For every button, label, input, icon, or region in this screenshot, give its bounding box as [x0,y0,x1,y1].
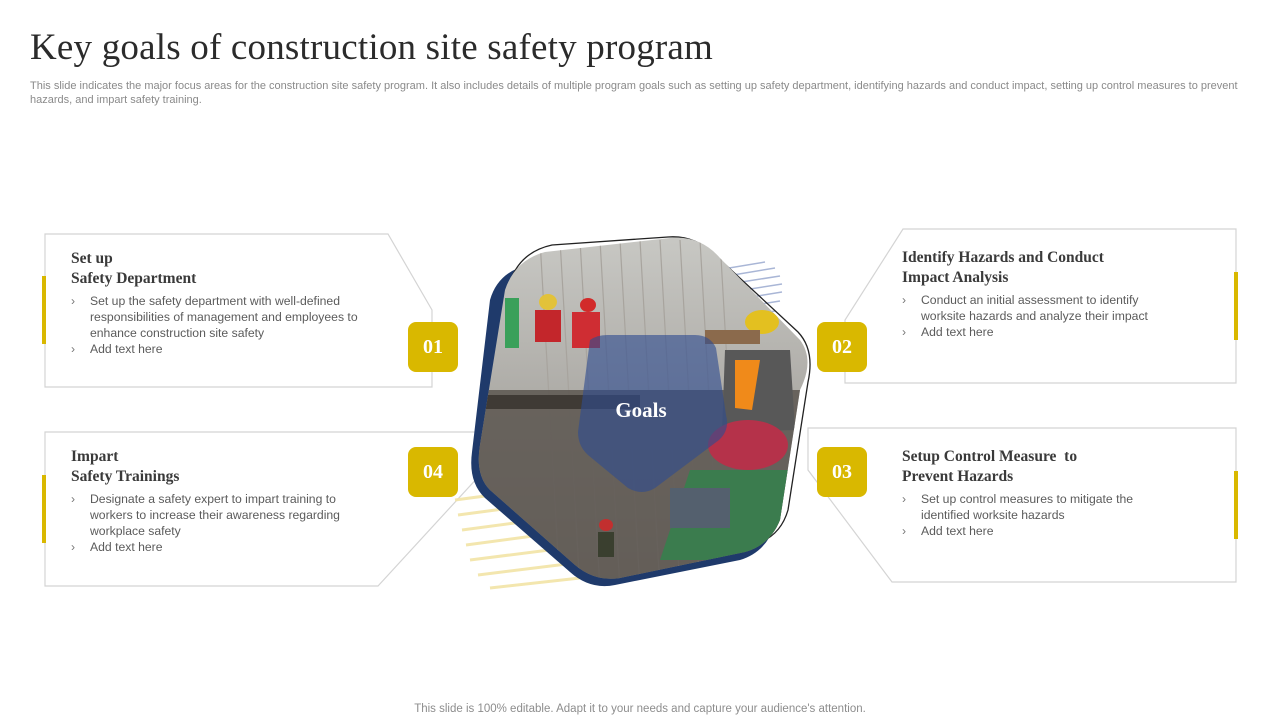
card-title-line2: Prevent Hazards [902,468,1014,485]
accent-bar-04 [42,475,46,543]
card-title [71,447,371,487]
bullet-item: › Designate a safety expert to impart training to workers to increase their awareness regarding workplace safety [71,491,371,539]
card-title-line2: Safety Department [71,270,197,287]
card-title-line2: Impact Analysis [902,269,1009,286]
bullet-item: › Set up control measures to mitigate the identified worksite hazards [902,491,1177,523]
goals-center-label: Goals [615,398,667,422]
accent-bar-03 [1234,471,1238,539]
badge-03: 03 [817,447,867,497]
card-title-line1: Setup Control Measure to [902,448,1078,465]
goal-card-04 [71,447,371,555]
footer-note: This slide is 100% editable. Adapt it to your needs and capture your audience's attention. [414,703,866,715]
bullet-item: › Add text here [71,539,371,555]
accent-bar-01 [42,276,46,344]
page-subtitle: This slide indicates the major focus areas for the construction site safety program. It also includes details of multiple program goals such as setting up safety department, identifying hazards and conduct impact, setting up control measures to prevent hazards, and impart safety training. [30,80,1238,106]
bullet-item: › Set up the safety department with well-defined responsibilities of management and employees to enhance construction site safety [71,293,376,341]
card-title-line1: Set up [71,250,113,267]
page-title: Key goals of construction site safety program [30,27,714,68]
card-title [902,447,1177,487]
badge-02: 02 [817,322,867,372]
card-title-line1: Impart [71,448,119,465]
bullet-item: › Add text here [902,523,1177,539]
badge-01: 01 [408,322,458,372]
card-title [71,249,376,289]
goal-card-02 [902,248,1177,340]
bullet-item: › Conduct an initial assessment to identify worksite hazards and analyze their impact [902,292,1177,324]
card-title [902,248,1177,288]
card-title-line1: Identify Hazards and Conduct [902,249,1104,266]
goal-card-03 [902,447,1177,539]
bullet-item: › Add text here [71,341,376,357]
accent-bar-02 [1234,272,1238,340]
bullet-item: › Add text here [902,324,1177,340]
card-title-line2: Safety Trainings [71,468,180,485]
goal-card-01 [71,249,376,357]
badge-04: 04 [408,447,458,497]
